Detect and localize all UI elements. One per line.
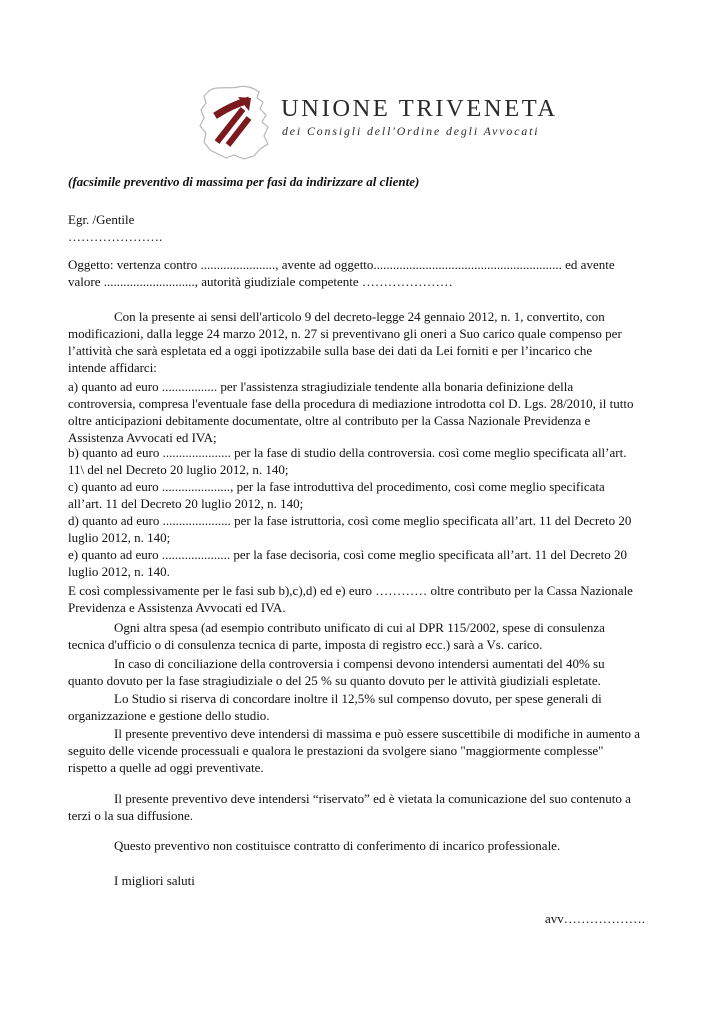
estimate-nature-line: rispetto a quelle ad oggi preventivate. — [68, 760, 264, 775]
fee-item-d — [68, 512, 656, 546]
confidential-paragraph — [68, 790, 656, 824]
conciliation-line: quanto dovuto per la fase stragiudiziale o del 25 % su quanto dovuto per le attività giudiziali espletate. — [68, 673, 601, 688]
fee-item-line: Assistenza Avvocati ed IVA; — [68, 430, 217, 445]
organization-name: UNIONE TRIVENETA — [281, 95, 558, 122]
fee-item-line: luglio 2012, n. 140. — [68, 564, 170, 579]
conciliation-paragraph — [68, 655, 656, 689]
fee-total-line: Previdenza e Assistenza Avvocati ed IVA. — [68, 600, 286, 615]
organization-subtitle: dei Consigli dell'Ordine degli Avvocati — [282, 124, 540, 138]
fee-item-a — [68, 378, 656, 446]
fee-item-line: controversia, compresa l'eventuale fase della procedura di mediazione introdotta col D. Lgs. 28/2010, il tutto — [68, 396, 634, 411]
fee-total-line: E così complessivamente per le fasi sub b),c),d) ed e) euro ………… oltre contributo per la Cassa Nazionale — [68, 583, 633, 598]
intro-line: l’attività che sarà espletata ed a oggi ipotizzabile sulla base dei dati da Lei forniti e per l’incarico che — [68, 343, 593, 358]
general-expenses-line: Lo Studio si riserva di concordare inoltre il 12,5% sul compenso dovuto, per spese generali di — [114, 691, 602, 706]
salutation-line: Egr. /Gentile — [68, 212, 135, 227]
confidential-line: terzi o la sua diffusione. — [68, 808, 194, 823]
intro-line: intende affidarci: — [68, 360, 157, 375]
estimate-nature-line: Il presente preventivo deve intendersi di massima e può essere suscettibile di modifiche in aumento a — [114, 726, 640, 741]
fee-item-line: a) quanto ad euro ................. per l'assistenza stragiudiziale tendente alla bonaria definizione della — [68, 379, 574, 394]
fee-item-b — [68, 444, 656, 478]
general-expenses-line: organizzazione e gestione dello studio. — [68, 708, 270, 723]
confidential-line: Il presente preventivo deve intendersi “riservato” ed è vietata la comunicazione del suo contenuto a — [114, 791, 631, 806]
fee-item-line: 11\ del nel Decreto 20 luglio 2012, n. 140; — [68, 462, 289, 477]
fee-item-e — [68, 546, 656, 580]
signature-line: avv………………. — [545, 911, 646, 926]
fee-item-line: oltre anticipazioni debitamente documentate, oltre al contributo per la Cassa Nazionale Previdenza e — [68, 413, 591, 428]
expenses-paragraph — [68, 619, 656, 653]
expenses-line: Ogni altra spesa (ad esempio contributo unificato di cui al DPR 115/2002, spese di consulenza — [114, 620, 605, 635]
expenses-line: tecnica d'ufficio o di consulenza tecnica di parte, imposta di registro ecc.) sarà a Vs. carico. — [68, 637, 543, 652]
not-a-contract-paragraph — [68, 837, 656, 854]
not-a-contract-line: Questo preventivo non costituisce contratto di conferimento di incarico professionale. — [114, 838, 561, 853]
salutation-line: …………………. — [68, 229, 163, 244]
fee-item-line: luglio 2012, n. 140; — [68, 530, 171, 545]
subject-line: Oggetto: vertenza contro ......................., avente ad oggetto.......................................................... ed avente — [68, 257, 615, 272]
general-expenses-paragraph — [68, 690, 656, 724]
fee-item-line: c) quanto ad euro ....................., per la fase introduttiva del procedimento, così come meglio specificata — [68, 479, 605, 494]
intro-line: modificazioni, dalla legge 24 marzo 2012, n. 27 si preventivano gli oneri a Suo carico quale compenso per — [68, 326, 622, 341]
document-title: (facsimile preventivo di massima per fasi da indirizzare al cliente) — [68, 174, 420, 189]
fee-item-line: b) quanto ad euro ..................... per la fase di studio della controversia. così come meglio specificata all’art. — [68, 445, 627, 460]
fee-item-line: all’art. 11 del Decreto 20 luglio 2012, n. 140; — [68, 496, 304, 511]
fee-item-line: d) quanto ad euro ..................... per la fase istruttoria, così come meglio specificata all’art. 11 del Decreto 20 — [68, 513, 632, 528]
subject-line: valore ............................, autorità giudiziale competente ………………… — [68, 274, 453, 289]
triveneto-map-arrow-logo-icon — [196, 84, 276, 162]
salutation — [68, 211, 656, 245]
closing-line: I migliori saluti — [114, 873, 195, 888]
subject-paragraph — [68, 256, 656, 290]
fee-item-c — [68, 478, 656, 512]
estimate-nature-line: seguito delle vicende processuali e qualora le prestazioni da svolgere siano "maggiormente complesse" — [68, 743, 604, 758]
closing-paragraph — [68, 872, 656, 889]
estimate-nature-paragraph — [68, 725, 656, 776]
intro-paragraph — [68, 308, 656, 376]
fee-item-line: e) quanto ad euro ..................... per la fase decisoria, così come meglio specificata all’art. 11 del Decreto 20 — [68, 547, 628, 562]
intro-line: Con la presente ai sensi dell'articolo 9 del decreto-legge 24 gennaio 2012, n. 1, convertito, con — [114, 309, 605, 324]
conciliation-line: In caso di conciliazione della controversia i compensi devono intendersi aumentati del 40% su — [114, 656, 605, 671]
fee-total-paragraph — [68, 582, 656, 616]
